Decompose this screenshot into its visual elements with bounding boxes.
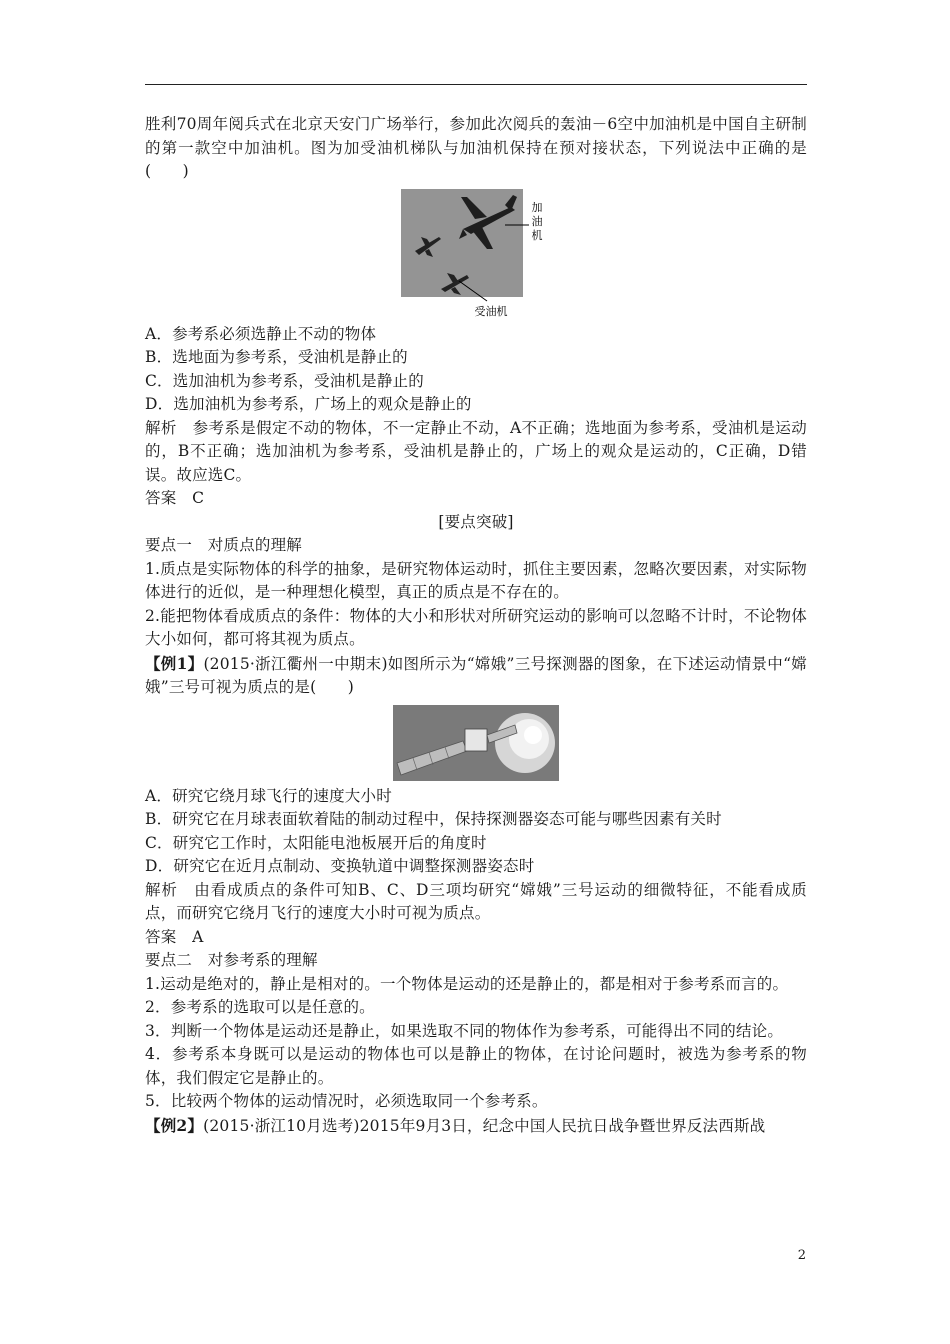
figure-change3 <box>145 705 807 781</box>
q1-answer: 答案 C <box>145 489 205 507</box>
refueling-image <box>401 189 551 319</box>
ex1-option-a: A．研究它绕月球飞行的速度大小时 <box>145 786 392 805</box>
ex1-option-d: D．研究它在近月点制动、变换轨道中调整探测器姿态时 <box>145 857 535 875</box>
point2-title: 要点二 对参考系的理解 <box>145 951 318 969</box>
q1-option-a: A．参考系必须选静止不动的物体 <box>145 324 377 343</box>
q1-analysis: 解析 参考系是假定不动的物体，不一定静止不动，A不正确；选地面为参考系，受油机是运动的，B不正确；选加油机为参考系，受油机是静止的，广场上的观众是运动的，C正确，D错误。故应选C。 <box>145 418 807 484</box>
point1-title: 要点一 对质点的理解 <box>145 536 303 554</box>
figure-refueling <box>145 189 807 319</box>
example2-tag: 【例2】 <box>145 1115 204 1135</box>
point1-item-1: 1.质点是实际物体的科学的抽象，是研究物体运动时，抓住主要因素，忽略次要因素，对实际物体进行的近似，是一种理想化模型，真正的质点是不存在的。 <box>145 559 807 601</box>
label-tanker-3: 机 <box>531 228 543 242</box>
label-tanker-2: 油 <box>531 214 543 228</box>
ex1-option-c: C．研究它工作时，太阳能电池板展开后的角度时 <box>145 833 487 852</box>
example1-text: (2015·浙江衢州一中期末)如图所示为“嫦娥”三号探测器的图象，在下述运动情景中“嫦娥”三号可视为质点的是( ) <box>145 654 807 696</box>
ex1-answer: 答案 A <box>145 927 204 946</box>
q1-option-b: B．选地面为参考系，受油机是静止的 <box>145 348 408 366</box>
ex1-analysis: 解析 由看成质点的条件可知B、C、D三项均研究“嫦娥”三号运动的细微特征，不能看成质点，而研究它绕月飞行的速度大小时可视为质点。 <box>145 880 807 922</box>
header-rule <box>145 84 807 85</box>
intro-paragraph: 胜利70周年阅兵式在北京天安门广场举行，参加此次阅兵的轰油－6空中加油机是中国自主研制的第一款空中加油机。图为加受油机梯队与加油机保持在预对接状态，下列说法中正确的是( ) <box>145 115 807 180</box>
page-content <box>145 113 807 1138</box>
point1-item-2: 2.能把物体看成质点的条件：物体的大小和形状对所研究运动的影响可以忽略不计时，不论物体大小如何，都可将其视为质点。 <box>145 606 807 648</box>
page-number: 2 <box>797 1248 806 1263</box>
point2-item-4: 4．参考系本身既可以是运动的物体也可以是静止的物体，在讨论问题时，被选为参考系的物体，我们假定它是静止的。 <box>145 1045 807 1087</box>
point2-item-3: 3．判断一个物体是运动还是静止，如果选取不同的物体作为参考系，可能得出不同的结论。 <box>145 1021 784 1040</box>
ex1-option-b: B．研究它在月球表面软着陆的制动过程中，保持探测器姿态可能与哪些因素有关时 <box>145 810 722 828</box>
example1-tag: 【例1】 <box>145 653 204 673</box>
q1-option-c: C．选加油机为参考系，受油机是静止的 <box>145 371 424 390</box>
section-title: [要点突破] <box>438 512 514 531</box>
change3-image <box>393 705 559 781</box>
point2-item-2: 2．参考系的选取可以是任意的。 <box>145 998 375 1016</box>
example2-text: (2015·浙江10月选考)2015年9月3日，纪念中国人民抗日战争暨世界反法西斯战 <box>203 1116 766 1135</box>
label-tanker-1: 加 <box>531 200 543 214</box>
example1-question <box>145 652 807 700</box>
point2-item-1: 1.运动是绝对的，静止是相对的。一个物体是运动的还是静止的，都是相对于参考系而言的。 <box>145 974 789 993</box>
label-receiver: 受油机 <box>474 304 508 318</box>
example2-question <box>145 1114 807 1139</box>
q1-option-d: D．选加油机为参考系，广场上的观众是静止的 <box>145 395 472 413</box>
point2-item-5: 5．比较两个物体的运动情况时，必须选取同一个参考系。 <box>145 1092 548 1110</box>
